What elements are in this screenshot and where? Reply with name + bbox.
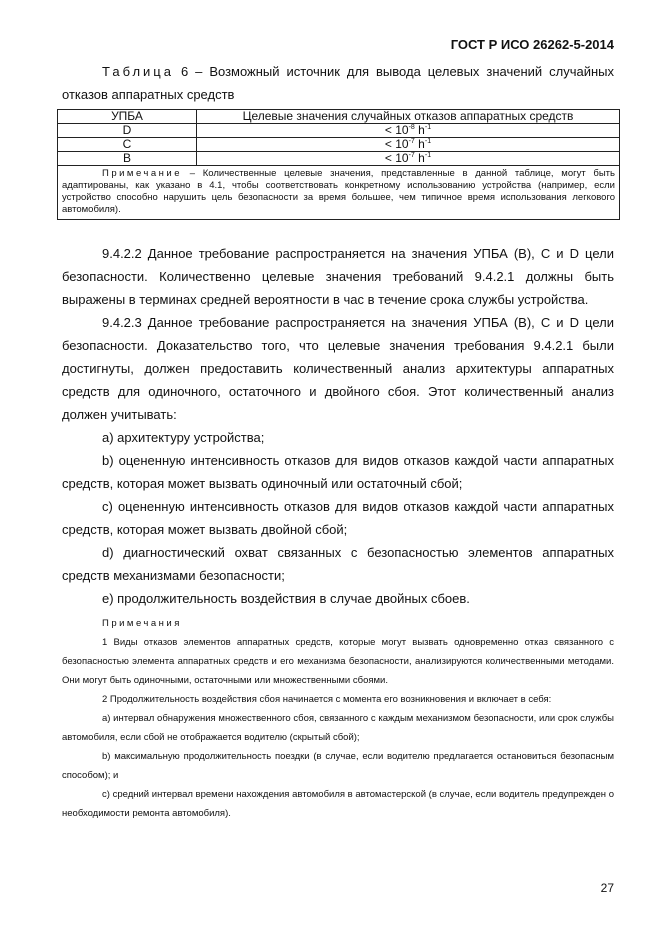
target-unit-exponent: -1	[424, 138, 432, 145]
note-2-item-b: b) максимальную продолжительность поездки (в случае, если водителю предлагается остановиться безопасным способом); и	[62, 751, 614, 781]
list-item-b: b) оцененную интенсивность отказов для видов отказов каждой части аппаратных средств, которая может вызвать одиночный или остаточный сбой;	[62, 453, 614, 491]
document-code: ГОСТ Р ИСО 26262-5-2014	[450, 37, 614, 52]
table-caption-title: – Возможный источник для вывода целевых значений случайных отказов аппаратных средств	[62, 64, 614, 102]
target-unit: h	[418, 137, 425, 151]
list-item-c: c) оцененную интенсивность отказов для видов отказов каждой части аппаратных средств, которая может вызвать двойной сбой;	[62, 499, 614, 537]
target-unit: h	[418, 151, 425, 165]
asil-target-table	[57, 109, 620, 220]
target-exponent: -8	[408, 124, 415, 131]
table-caption	[62, 60, 614, 106]
table-note-label: Примечание	[102, 168, 182, 179]
note-1: 1 Виды отказов элементов аппаратных средств, которые могут вызвать одновременно отказ связанного с безопасностью элемента аппаратных средств и его механизма безопасности, анализируются количественными методами. Они могут быть одиночными, остаточными или множественными сбоями.	[62, 637, 614, 686]
target-cell	[197, 124, 620, 138]
target-unit: h	[418, 123, 425, 137]
paragraph-9-4-2-3: 9.4.2.3 Данное требование распространяется на значения УПБА (B), C и D цели безопасности. Доказательство того, что целевые значения требования 9.4.2.1 были достигнуты, должен предоставить количественный анализ архитектуры аппаратных средств для одиночного, остаточного и двойного сбоя. Этот количественный анализ должен учитывать:	[62, 315, 614, 422]
table-note	[58, 166, 620, 220]
note-2-item-c: c) средний интервал времени нахождения автомобиля в автомастерской (в случае, если водитель предупрежден о необходимости ремонта автомобиля).	[62, 789, 614, 819]
note-2: 2 Продолжительность воздействия сбоя начинается с момента его возникновения и включает в себя:	[102, 694, 552, 705]
asil-cell: C	[58, 138, 197, 152]
target-value: < 10	[384, 137, 409, 151]
table-row	[58, 152, 620, 166]
table-caption-number: 6	[180, 64, 189, 79]
target-value: < 10	[384, 151, 409, 165]
page-number: 27	[600, 881, 614, 895]
target-cell	[197, 138, 620, 152]
list-item-a: a) архитектуру устройства;	[102, 430, 265, 445]
target-unit-exponent: -1	[424, 124, 432, 131]
list-item-e: e) продолжительность воздействия в случае двойных сбоев.	[102, 591, 470, 606]
table-header-row	[58, 110, 620, 124]
paragraph-9-4-2-2: 9.4.2.2 Данное требование распространяется на значения УПБА (B), C и D цели безопасности. Количественно целевые значения требований 9.4.2.1 должны быть выражены в терминах средней вероятности в час в течение срока службы устройства.	[62, 246, 614, 307]
target-cell	[197, 152, 620, 166]
table-caption-label: Таблица	[102, 64, 174, 79]
body-text	[62, 242, 614, 610]
table-note-text: – Количественные целевые значения, представленные в данной таблице, могут быть адаптированы, как указано в 4.1, чтобы соответствовать конкретному использованию устройства (например, если устройство способно нарушить цель безопасности за время большее, чем типичное время использования легкового автомобиля).	[62, 168, 615, 215]
notes-section	[62, 614, 614, 823]
col-header-asil: УПБА	[58, 110, 197, 124]
asil-cell: D	[58, 124, 197, 138]
col-header-target: Целевые значения случайных отказов аппаратных средств	[197, 110, 620, 124]
list-item-d: d) диагностический охват связанных с безопасностью элементов аппаратных средств механизмами безопасности;	[62, 545, 614, 583]
target-unit-exponent: -1	[424, 152, 432, 159]
asil-cell: B	[58, 152, 197, 166]
target-exponent: -7	[408, 138, 415, 145]
note-2-item-a: a) интервал обнаружения множественного сбоя, связанного с каждым механизмом безопасности, или срок службы автомобиля, если сбой не отображается водителю (скрытый сбой);	[62, 713, 614, 743]
table-row	[58, 138, 620, 152]
table-note-row	[58, 166, 620, 220]
target-exponent: -7	[408, 152, 415, 159]
notes-heading: Примечания	[102, 618, 182, 629]
table-row	[58, 124, 620, 138]
target-value: < 10	[384, 123, 409, 137]
